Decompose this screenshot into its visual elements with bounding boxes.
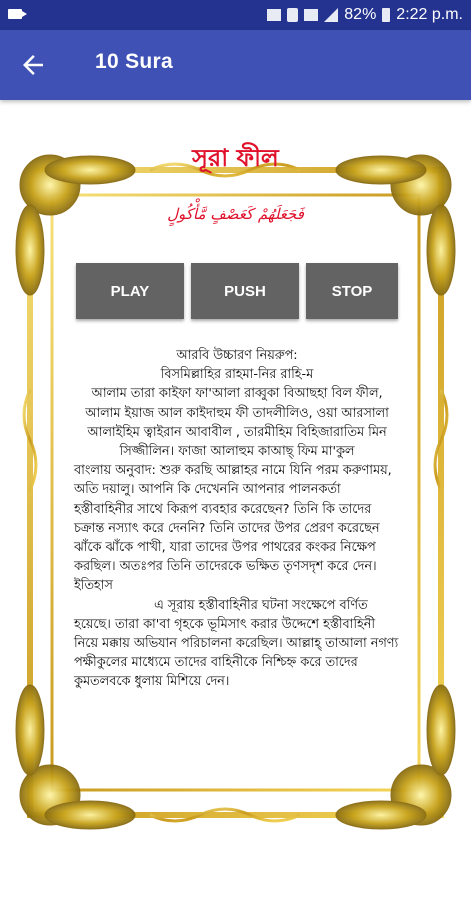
- status-icons: [267, 0, 463, 30]
- data-icon: [267, 9, 281, 21]
- bismillah-pronunciation: বিসমিল্লাহির রাহমা-নির রাহি-ম: [160, 367, 314, 383]
- no-sim-signal-icon: [304, 9, 318, 21]
- back-arrow-icon[interactable]: [18, 50, 48, 80]
- pronunciation-text: আলাম তারা কাইফা ফা'আলা রাব্বুকা বিআছহা বিল ফীল, আলাম ইয়াজ আল কাইদাহুম ফী তাদলীলিও, ওয়া আরসালা আলাইহিম ত্বাইরান আবাবীল , তারমীহিম বিহিজারাতিম মিন সিজ্জীলিন। ফাজা আলাহুম কাআছ্‌ ফিম মা'কুল: [85, 386, 389, 460]
- push-button[interactable]: PUSH: [191, 263, 299, 319]
- app-bar: [0, 30, 471, 100]
- sura-title: সূরা ফীল: [192, 143, 279, 172]
- sim-icon: [287, 8, 298, 22]
- play-button[interactable]: PLAY: [76, 263, 184, 319]
- arabic-verse: فَجَعَلَهُمْ كَعَصْفٍ مَّأْكُولٍ: [167, 205, 304, 223]
- history-text: এ সূরায় হস্তীবাহিনীর ঘটনা সংক্ষেপে বর্ণিত হয়েছে। তারা কা'বা গৃহকে ভূমিসাৎ করার উদ্দেশে হস্তীবাহিনী নিয়ে মক্কায় অভিযান পরিচালনা করেছিল। আল্লাহ্‌ তাআলা নগণ্য পক্ষীকুলের মাধ্যেমে তাদের বাহিনীকে নিশ্চিহ্ন করে তাদের কুমতলবকে ধুলায় মিশিয়ে দেন।: [74, 597, 399, 690]
- stop-button[interactable]: STOP: [306, 263, 398, 319]
- clock: 2:22 p.m.: [396, 6, 463, 23]
- history-heading: ইতিহাস: [74, 578, 113, 594]
- page-title: 10 Sura: [95, 50, 173, 73]
- pronunciation-heading: আরবি উচ্চারণ নিয়রুপ:: [176, 348, 298, 363]
- battery-icon: [382, 8, 390, 22]
- battery-percent: 82%: [344, 6, 377, 23]
- translation-text: বাংলায় অনুবাদ: শুরু করছি আল্লাহর নামে যিনি পরম করুণাময়, অতি দয়ালু। আপনি কি দেখেননি আপনার পালনকর্তা হস্তীবাহিনীর সাথে কিরূপ ব্যবহার করেছেন? তিনি কি তাদের চক্রান্ত নস্যাৎ করে দেননি? তিনি তাদের উপর প্রেরণ করেছেন ঝাঁকে ঝাঁকে পাখী, যারা তাদের উপর পাথরের কংকর নিক্ষেপ করছিল। অতঃপর তিনি তাদেরকে ভক্ষিত তৃণসদৃশ করে দেন।: [74, 463, 392, 575]
- audio-controls: [76, 263, 396, 319]
- status-bar: [0, 0, 471, 30]
- sura-content: [74, 346, 400, 692]
- video-camera-icon: [8, 9, 22, 19]
- signal-icon: [324, 8, 338, 22]
